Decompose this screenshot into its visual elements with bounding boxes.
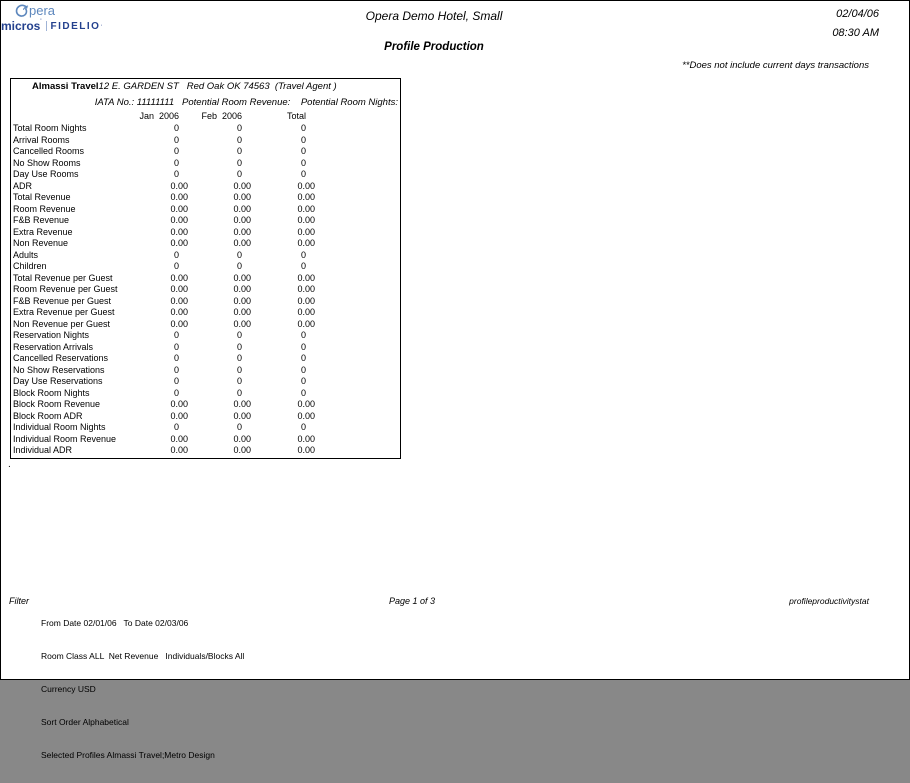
- row-value-feb: 0.00: [233, 226, 251, 237]
- row-value-total: 0: [300, 123, 306, 133]
- table-row: [11, 123, 400, 135]
- row-label: Individual Room Nights: [13, 422, 106, 432]
- row-value-total: 0.00: [297, 238, 315, 248]
- row-label: F&B Revenue: [13, 215, 70, 225]
- filter-line-sortorder: Sort Order Alphabetical: [41, 717, 129, 727]
- row-value-jan: 0: [173, 169, 179, 179]
- row-value-jan: 0.00: [170, 215, 188, 225]
- row-value-total: 0.00: [297, 192, 315, 202]
- row-value-total: 0: [300, 330, 306, 340]
- row-value-feb: 0: [236, 364, 242, 375]
- row-label: Total Revenue: [13, 192, 71, 202]
- row-value-feb: 0: [236, 330, 242, 340]
- row-label: F&B Revenue per Guest: [13, 295, 112, 306]
- row-value-feb: 0: [236, 422, 242, 432]
- row-value-total: 0: [300, 261, 306, 271]
- profile-stats-table: [10, 78, 401, 459]
- opera-wordmark: pera: [29, 3, 56, 18]
- row-value-feb: 0: [236, 249, 242, 260]
- row-value-total: 0: [300, 341, 306, 352]
- row-value-total: 0.00: [297, 226, 315, 237]
- row-label: Individual ADR: [13, 445, 73, 455]
- row-value-total: 0: [300, 157, 306, 168]
- profile-address: 12 E. GARDEN ST Red Oak OK 74563 (Travel Agent ): [98, 81, 337, 92]
- row-label: Cancelled Reservations: [13, 353, 109, 363]
- row-value-jan: 0.00: [170, 410, 188, 421]
- report-date: 02/04/06: [836, 8, 879, 20]
- row-value-jan: 0: [173, 249, 179, 260]
- row-value-jan: 0: [173, 146, 179, 156]
- row-label: Extra Revenue: [13, 226, 73, 237]
- table-row: [11, 399, 400, 411]
- column-header-jan: Jan 2006: [139, 111, 179, 121]
- row-value-jan: 0.00: [170, 318, 188, 329]
- row-value-jan: 0.00: [170, 226, 188, 237]
- row-value-total: 0: [300, 169, 306, 179]
- filter-label: Filter: [9, 596, 29, 606]
- row-label: ADR: [13, 180, 33, 191]
- row-label: No Show Reservations: [13, 364, 105, 375]
- row-value-feb: 0.00: [233, 192, 251, 202]
- table-row: [11, 250, 400, 262]
- transactions-note: **Does not include current days transactions: [682, 60, 869, 71]
- table-row: [11, 445, 400, 457]
- table-row: [11, 215, 400, 227]
- fidelio-wordmark: FIDELIO: [50, 20, 101, 32]
- row-value-feb: 0.00: [233, 238, 251, 248]
- table-row: [11, 135, 400, 147]
- table-row: [11, 284, 400, 296]
- row-value-total: 0.00: [297, 272, 315, 283]
- row-value-feb: 0: [236, 353, 242, 363]
- row-value-total: 0.00: [297, 410, 315, 421]
- row-value-jan: 0.00: [170, 433, 188, 444]
- row-value-total: 0.00: [297, 215, 315, 225]
- table-row: [11, 296, 400, 308]
- table-row: [11, 307, 400, 319]
- row-value-jan: 0: [173, 341, 179, 352]
- row-value-jan: 0: [173, 376, 179, 386]
- stray-dot: .: [8, 459, 11, 470]
- row-value-jan: 0: [173, 123, 179, 133]
- row-value-total: 0: [300, 134, 306, 145]
- table-row: [11, 204, 400, 216]
- row-value-jan: 0.00: [170, 307, 188, 317]
- table-row: [11, 376, 400, 388]
- row-label: Block Room Revenue: [13, 399, 101, 409]
- row-value-jan: 0.00: [170, 180, 188, 191]
- column-header-total: Total: [286, 111, 306, 121]
- row-value-feb: 0.00: [233, 433, 251, 444]
- row-value-feb: 0.00: [233, 295, 251, 306]
- report-title: Profile Production: [384, 41, 484, 53]
- row-value-jan: 0.00: [170, 192, 188, 202]
- row-value-jan: 0: [173, 387, 179, 398]
- profile-name: Almassi Travel: [32, 81, 99, 92]
- row-value-feb: 0.00: [233, 445, 251, 455]
- row-label: Reservation Arrivals: [13, 341, 94, 352]
- row-value-jan: 0.00: [170, 399, 188, 409]
- row-value-feb: 0: [236, 157, 242, 168]
- table-row: [11, 342, 400, 354]
- row-value-jan: 0: [173, 330, 179, 340]
- page-number: Page 1 of 3: [389, 596, 436, 606]
- row-label: Block Room ADR: [13, 410, 83, 421]
- table-row: [11, 434, 400, 446]
- row-value-total: 0.00: [297, 433, 315, 444]
- row-value-jan: 0: [173, 422, 179, 432]
- row-value-jan: 0.00: [170, 295, 188, 306]
- row-value-jan: 0.00: [170, 284, 188, 294]
- table-row: [11, 388, 400, 400]
- row-value-total: 0: [300, 387, 306, 398]
- row-label: Adults: [13, 249, 39, 260]
- hotel-name: Opera Demo Hotel, Small: [365, 9, 503, 23]
- filter-line-profiles: Selected Profiles Almassi Travel;Metro Design: [41, 750, 215, 760]
- row-value-jan: 0.00: [170, 203, 188, 214]
- column-header-feb: Feb 2006: [201, 111, 242, 121]
- row-value-jan: 0: [173, 157, 179, 168]
- row-value-feb: 0: [236, 376, 242, 386]
- row-label: Day Use Reservations: [13, 376, 103, 386]
- iata-line: IATA No.: 11111111 Potential Room Revenue: Potential Room Nights:: [94, 97, 398, 108]
- row-label: Cancelled Rooms: [13, 146, 85, 156]
- row-value-feb: 0.00: [233, 318, 251, 329]
- row-value-total: 0: [300, 422, 306, 432]
- row-label: Non Revenue: [13, 238, 69, 248]
- row-value-jan: 0.00: [170, 238, 188, 248]
- table-row: [11, 169, 400, 181]
- profile-header-row: [11, 79, 400, 95]
- row-value-total: 0.00: [297, 318, 315, 329]
- row-value-feb: 0: [236, 341, 242, 352]
- table-row: [11, 353, 400, 365]
- row-value-feb: 0.00: [233, 180, 251, 191]
- report-filename: profileproductivitystat: [789, 596, 869, 606]
- table-row: [11, 319, 400, 331]
- row-value-total: 0: [300, 249, 306, 260]
- row-value-feb: 0: [236, 146, 242, 156]
- stats-rows: [11, 123, 400, 457]
- report-time: 08:30 AM: [832, 27, 879, 39]
- row-value-feb: 0: [236, 387, 242, 398]
- row-value-total: 0: [300, 146, 306, 156]
- table-row: [11, 238, 400, 250]
- table-row: [11, 192, 400, 204]
- row-value-feb: 0: [236, 169, 242, 179]
- fidelio-mark: ·: [100, 21, 103, 29]
- row-value-total: 0.00: [297, 295, 315, 306]
- row-value-feb: 0.00: [233, 410, 251, 421]
- column-header-row: [11, 110, 400, 123]
- row-label: Children: [13, 261, 47, 271]
- row-label: Room Revenue: [13, 203, 76, 214]
- row-value-jan: 0.00: [170, 272, 188, 283]
- table-row: [11, 422, 400, 434]
- row-label: Day Use Rooms: [13, 169, 79, 179]
- table-row: [11, 365, 400, 377]
- row-value-feb: 0.00: [233, 284, 251, 294]
- row-value-feb: 0.00: [233, 307, 251, 317]
- row-value-feb: 0: [236, 261, 242, 271]
- row-value-total: 0: [300, 376, 306, 386]
- column-header-spacer: [11, 110, 131, 123]
- row-value-jan: 0: [173, 364, 179, 375]
- row-value-total: 0: [300, 364, 306, 375]
- row-value-total: 0.00: [297, 203, 315, 214]
- row-value-jan: 0: [173, 353, 179, 363]
- row-label: Total Revenue per Guest: [13, 272, 113, 283]
- table-row: [11, 181, 400, 193]
- row-value-feb: 0.00: [233, 399, 251, 409]
- row-label: Total Room Nights: [13, 123, 87, 133]
- row-label: Reservation Nights: [13, 330, 90, 340]
- row-label: Individual Room Revenue: [13, 433, 117, 444]
- row-label: Non Revenue per Guest: [13, 318, 111, 329]
- row-value-total: 0.00: [297, 445, 315, 455]
- table-row: [11, 261, 400, 273]
- micros-wordmark: micros: [1, 19, 41, 33]
- row-value-feb: 0.00: [233, 215, 251, 225]
- row-value-feb: 0: [236, 123, 242, 133]
- filter-line-roomclass: Room Class ALL Net Revenue Individuals/Blocks All: [41, 651, 245, 661]
- row-value-total: 0.00: [297, 399, 315, 409]
- row-value-total: 0.00: [297, 284, 315, 294]
- row-label: Block Room Nights: [13, 387, 90, 398]
- filter-line-dates: From Date 02/01/06 To Date 02/03/06: [41, 618, 189, 628]
- row-value-total: 0: [300, 353, 306, 363]
- row-value-total: 0.00: [297, 307, 315, 317]
- row-value-jan: 0: [173, 134, 179, 145]
- filter-line-currency: Currency USD: [41, 684, 96, 694]
- row-label: Extra Revenue per Guest: [13, 307, 115, 317]
- row-value-feb: 0.00: [233, 203, 251, 214]
- row-value-total: 0.00: [297, 180, 315, 191]
- table-row: [11, 273, 400, 285]
- row-label: No Show Rooms: [13, 157, 81, 168]
- row-label: Arrival Rooms: [13, 134, 70, 145]
- row-value-jan: 0.00: [170, 445, 188, 455]
- table-row: [11, 227, 400, 239]
- table-row: [11, 158, 400, 170]
- row-value-feb: 0.00: [233, 272, 251, 283]
- table-row: [11, 146, 400, 158]
- micros-trademark: ': [40, 19, 42, 25]
- filter-lines: [41, 596, 244, 783]
- table-row: [11, 411, 400, 423]
- row-value-feb: 0: [236, 134, 242, 145]
- row-value-jan: 0: [173, 261, 179, 271]
- table-row: [11, 330, 400, 342]
- row-label: Room Revenue per Guest: [13, 284, 118, 294]
